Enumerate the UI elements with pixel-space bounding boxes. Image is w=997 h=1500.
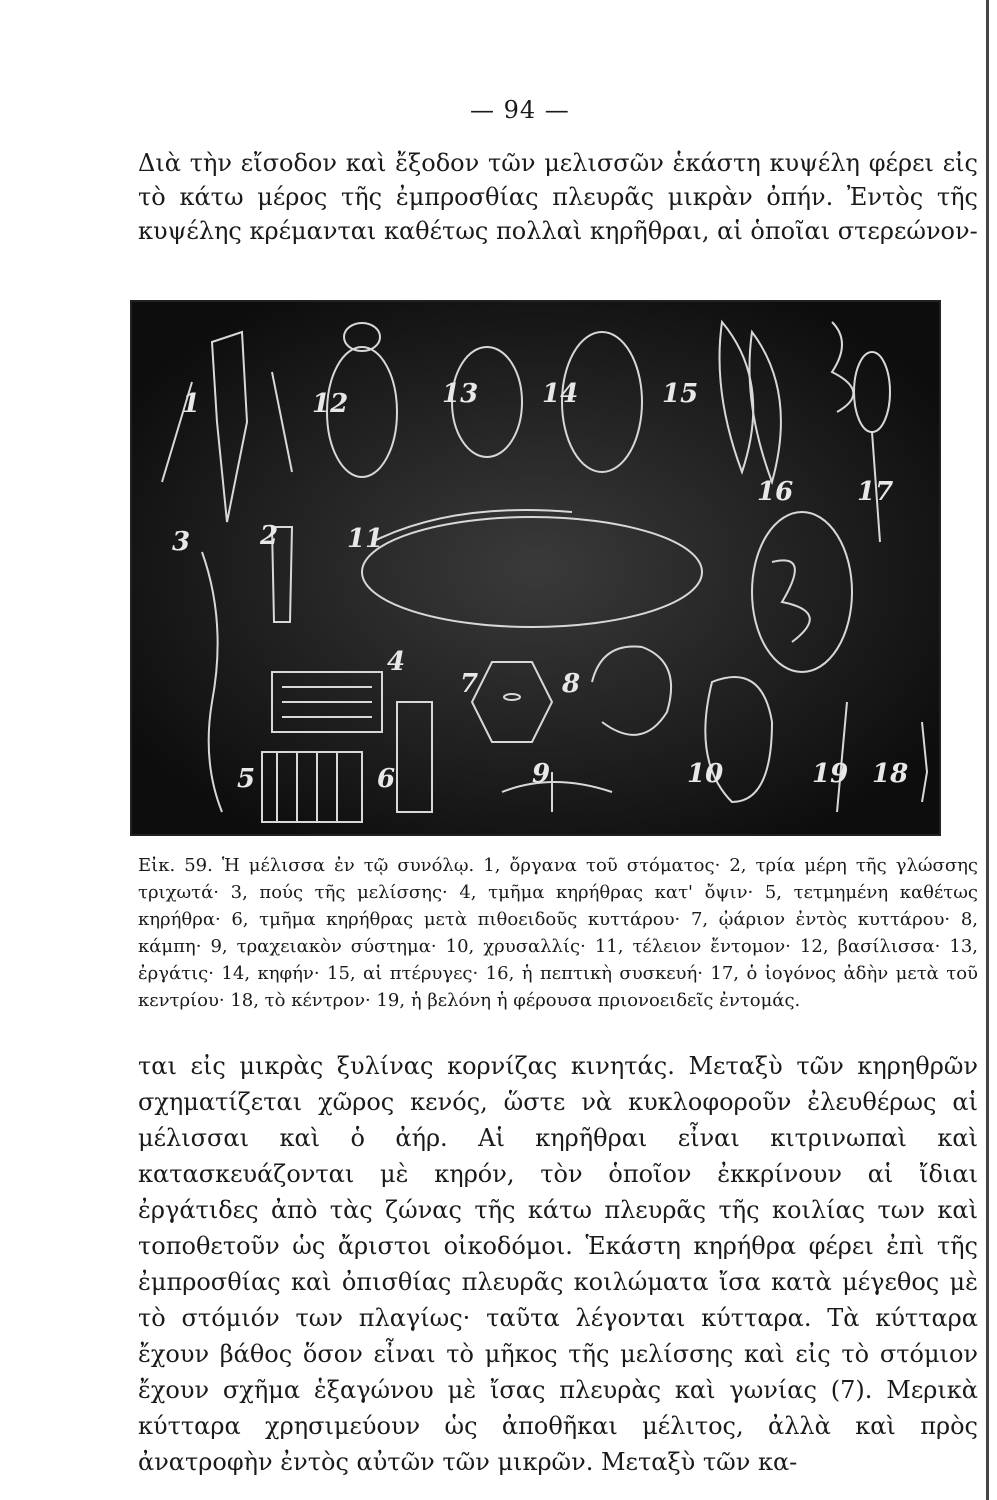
fig-label-11: 11 bbox=[347, 524, 384, 554]
bottom-paragraph: ται εἰς μικρὰς ξυλίνας κορνίζας κινητάς. Μεταξὺ τῶν κηρηθρῶν σχηματίζεται χῶρος κενός, ὥστε νὰ κυκλοφοροῦν ἐλευθέρως αἱ μέλισσαι καὶ ὁ ἀήρ. Αἱ κηρῆθραι εἶναι κιτρινωπαὶ καὶ κατασκευάζονται μὲ κηρόν, τὸν ὁποῖον ἐκκρίνουν αἱ ἴδιαι ἐργάτιδες ἀπὸ τὰς ζώνας τῆς κάτω πλευρᾶς τῆς κοιλίας των καὶ τοποθετοῦν ὡς ἄριστοι οἰκοδόμοι. Ἑκάστη κηρήθρα φέρει ἐπὶ τῆς ἐμπροσθίας καὶ ὀπισθίας πλευρᾶς κοιλώματα ἴσα κατὰ μέγεθος μὲ τὸ στόμιόν των πλαγίως· ταῦτα λέγονται κύτταρα. Τὰ κύτταρα ἔχουν βάθος ὅσον εἶναι τὸ μῆκος τῆς μελίσσης καὶ εἰς τὸ στόμιον ἔχουν σχῆμα ἑξαγώνου μὲ ἴσας πλευρὰς καὶ γωνίας (7). Μερικὰ κύτταρα χρησιμεύουν ὡς ἀποθῆκαι μέλιτος, ἀλλὰ καὶ πρὸς ἀνατροφὴν ἐντὸς αὐτῶν τῶν μικρῶν. Μεταξὺ τῶν κα- bbox=[138, 1052, 978, 1476]
top-paragraph: Διὰ τὴν εἴσοδον καὶ ἔξοδον τῶν μελισσῶν ἑκάστη κυψέλη φέρει εἰς τὸ κάτω μέρος τῆς ἐμπροσθίας πλευρᾶς μικρὰν ὀπήν. Ἐντὸς τῆς κυψέλης κρέμανται καθέτως πολλαὶ κηρῆθραι, αἱ ὁποῖαι στερεώνον- bbox=[138, 149, 978, 245]
fig-label-2: 2 bbox=[260, 521, 279, 551]
fig-label-10: 10 bbox=[687, 759, 724, 789]
fig-label-7: 7 bbox=[460, 669, 479, 699]
fig-label-3: 3 bbox=[172, 527, 191, 557]
fig-label-9: 9 bbox=[532, 759, 551, 789]
fig-label-6: 6 bbox=[377, 764, 396, 794]
fig-label-5: 5 bbox=[237, 764, 256, 794]
scan-edge bbox=[986, 0, 989, 1500]
fig-label-18: 18 bbox=[872, 759, 909, 789]
figure-caption: Εἰκ. 59. Ἡ μέλισσα ἐν τῷ συνόλῳ. 1, ὄργανα τοῦ στόματος· 2, τρία μέρη τῆς γλώσσης τριχωτά· 3, πούς τῆς μελίσσης· 4, τμῆμα κηρήθρας κατ' ὄψιν· 5, τετμημένη καθέτως κηρήθρα· 6, τμῆμα κηρήθρας μετὰ πιθοειδοῦς κυττάρου· 7, ᾠάριον ἐντὸς κυττάρου· 8, κάμπη· 9, τραχειακὸν σύστημα· 10, χρυσαλλίς· 11, τέλειον ἔντομον· 12, βασίλισσα· 13, ἐργάτις· 14, κηφήν· 15, αἱ πτέρυγες· 16, ἡ πεπτικὴ συσκευή· 17, ὁ ἰογόνος ἀδὴν μετὰ τοῦ κεντρίου· 18, τὸ κέντρον· 19, ἡ βελόνη ἡ φέρουσα πριονοειδεῖς ἐντομάς. bbox=[138, 855, 978, 1011]
fig-label-19: 19 bbox=[812, 759, 849, 789]
fig-label-17: 17 bbox=[857, 477, 894, 507]
fig-label-12: 12 bbox=[312, 389, 349, 419]
fig-label-4: 4 bbox=[387, 647, 406, 677]
fig-label-8: 8 bbox=[562, 669, 581, 699]
bee-anatomy-figure bbox=[130, 300, 941, 836]
fig-label-15: 15 bbox=[662, 379, 699, 409]
fig-label-1: 1 bbox=[182, 389, 201, 419]
fig-label-13: 13 bbox=[442, 379, 479, 409]
fig-label-14: 14 bbox=[542, 379, 579, 409]
figure-illustration bbox=[132, 302, 939, 834]
page-number: — 94 — bbox=[470, 96, 570, 124]
fig-label-16: 16 bbox=[757, 477, 794, 507]
